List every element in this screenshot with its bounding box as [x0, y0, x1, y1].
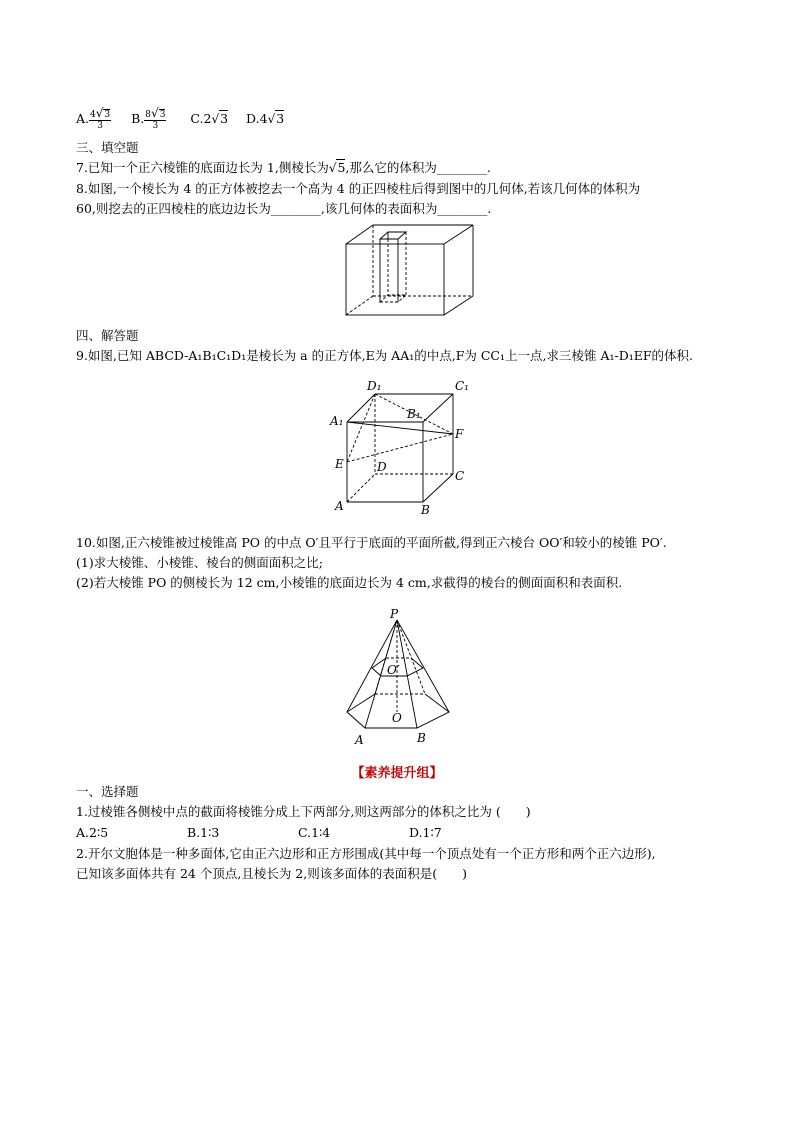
fig9-label-b1: B₁ — [407, 407, 421, 421]
figure-cube-pyramid — [325, 376, 485, 520]
q1-option-d: D.1∶7 — [409, 825, 442, 840]
question-1: 1.过棱锥各侧棱中点的截面将棱锥分成上下两部分,则这两部分的体积之比为 ( ) — [76, 804, 531, 819]
section-4-title: 四、解答题 — [76, 328, 139, 343]
fig9-label-c: C — [455, 469, 465, 483]
question-9: 9.如图,已知 ABCD-A₁B₁C₁D₁是棱长为 a 的正方体,E为 AA₁的中点,F为 CC₁上一点,求三棱锥 A₁-D₁EF的体积. — [76, 348, 694, 363]
question-10-part-1: (1)求大棱锥、小棱锥、棱台的侧面面积之比; — [76, 555, 323, 570]
fig10-label-a: A — [355, 733, 364, 747]
question-2-line-2: 已知该多面体共有 24 个顶点,且棱长为 2,则该多面体的表面积是( ) — [76, 866, 467, 881]
q6-options — [76, 108, 284, 131]
fig9-label-e: E — [335, 457, 344, 471]
fig9-label-b: B — [421, 503, 430, 516]
q1-option-b: B.1∶3 — [187, 825, 220, 840]
question-2-line-1: 2.开尔文胞体是一种多面体,它由正六边形和正方形围成(其中每一个顶点处有一个正方形和两个正六边形), — [76, 846, 656, 861]
question-8-line-1: 8.如图,一个棱长为 4 的正方体被挖去一个高为 4 的正四棱柱后得到图中的几何体,若该几何体的体积为 — [76, 181, 641, 196]
fig9-label-d: D — [377, 460, 387, 474]
fig9-label-c1: C₁ — [455, 379, 469, 393]
question-10-part-2: (2)若大棱锥 PO 的侧棱长为 12 cm,小棱锥的底面边长为 4 cm,求截得的棱台的侧面面积和表面积. — [76, 575, 623, 590]
section-1-title: 一、选择题 — [76, 784, 139, 799]
question-8-line-2: 60,则挖去的正四棱柱的底边边长为________,该几何体的表面积为________. — [76, 201, 492, 216]
q6-option-d: D.4√3 — [246, 111, 285, 126]
fig9-label-a1: A₁ — [330, 414, 344, 428]
figure-hex-pyramid — [335, 608, 465, 754]
question-7: 7.已知一个正六棱锥的底面边长为 1,侧棱长为√5,那么它的体积为________. — [76, 160, 491, 175]
fig10-label-o: O — [392, 711, 402, 725]
fig10-label-o-prime: O′ — [387, 663, 400, 677]
fig9-label-d1: D₁ — [367, 379, 382, 393]
group-title: 【素养提升组】 — [351, 766, 443, 781]
figure-cube-hole — [340, 222, 480, 322]
question-10-line-1: 10.如图,正六棱锥被过棱锥高 PO 的中点 O′且平行于底面的平面所截,得到正六棱台 OO′和较小的棱锥 PO′. — [76, 535, 667, 550]
q6-option-c: C.2√3 — [190, 111, 229, 126]
question-1-options — [76, 825, 442, 841]
q6-option-b: B. $\frac{8√3}{3}$ — [131, 106, 166, 131]
fig10-label-b: B — [417, 731, 426, 745]
fig10-label-p: P — [390, 608, 399, 621]
q6-option-a: A. $\frac{4√3}{3}$ — [76, 106, 111, 131]
q1-option-c: C.1∶4 — [298, 825, 331, 840]
section-3-title: 三、填空题 — [76, 140, 139, 155]
fig9-label-f: F — [455, 427, 464, 441]
fig9-label-a: A — [335, 499, 344, 513]
q1-option-a: A.2∶5 — [76, 825, 109, 840]
